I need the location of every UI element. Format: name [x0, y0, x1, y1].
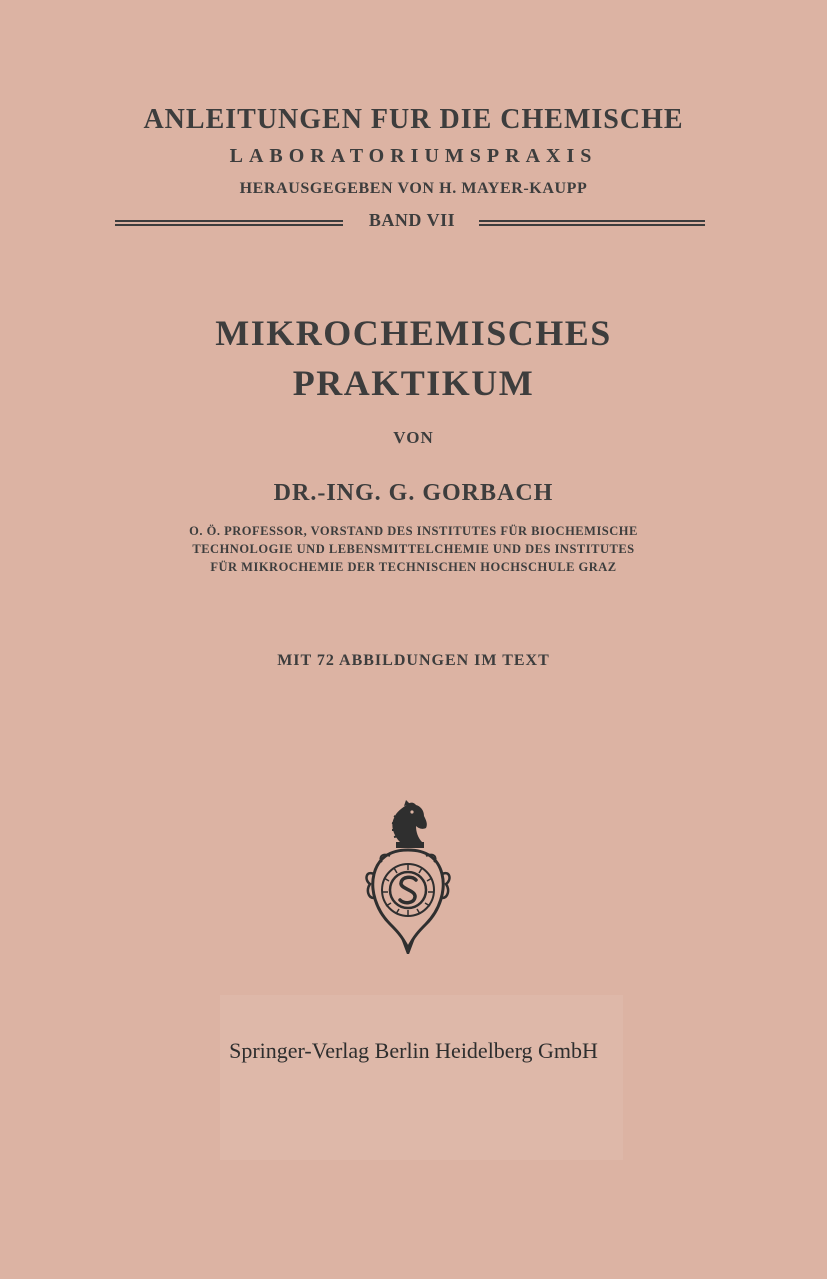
series-title: ANLEITUNGEN FUR DIE CHEMISCHE [143, 104, 684, 135]
affiliation-line-1: O. Ö. PROFESSOR, VORSTAND DES INSTITUTES FÜR BIOCHEMISCHE [189, 524, 638, 538]
publisher-name: Springer-Verlag Berlin Heidelberg GmbH [229, 1038, 598, 1063]
affiliation-line-2: TECHNOLOGIE UND LEBENSMITTELCHEMIE UND DES INSTITUTES [192, 542, 635, 556]
series-editor: HERAUSGEGEBEN VON H. MAYER-KAUPP [239, 180, 588, 197]
affiliation-line-3: FÜR MIKROCHEMIE DER TECHNISCHEN HOCHSCHULE GRAZ [210, 560, 617, 574]
book-title-line-2: PRAKTIKUM [292, 363, 535, 403]
left-double-rule [115, 220, 343, 226]
author-name: DR.-ING. G. GORBACH [273, 480, 554, 506]
series-subtitle: LABORATORIUMSPRAXIS [229, 145, 598, 167]
volume-label: BAND VII [368, 210, 456, 230]
book-title-line-1: MIKROCHEMISCHES [215, 313, 612, 353]
author-affiliation [0, 522, 827, 576]
book-title [0, 308, 827, 408]
volume-row [115, 208, 705, 236]
springer-knight-emblem-icon [360, 798, 456, 954]
right-double-rule [479, 220, 705, 226]
publisher-panel [220, 995, 623, 1160]
by-label: VON [393, 428, 434, 447]
illustrations-note: MIT 72 ABBILDUNGEN IM TEXT [277, 652, 550, 669]
